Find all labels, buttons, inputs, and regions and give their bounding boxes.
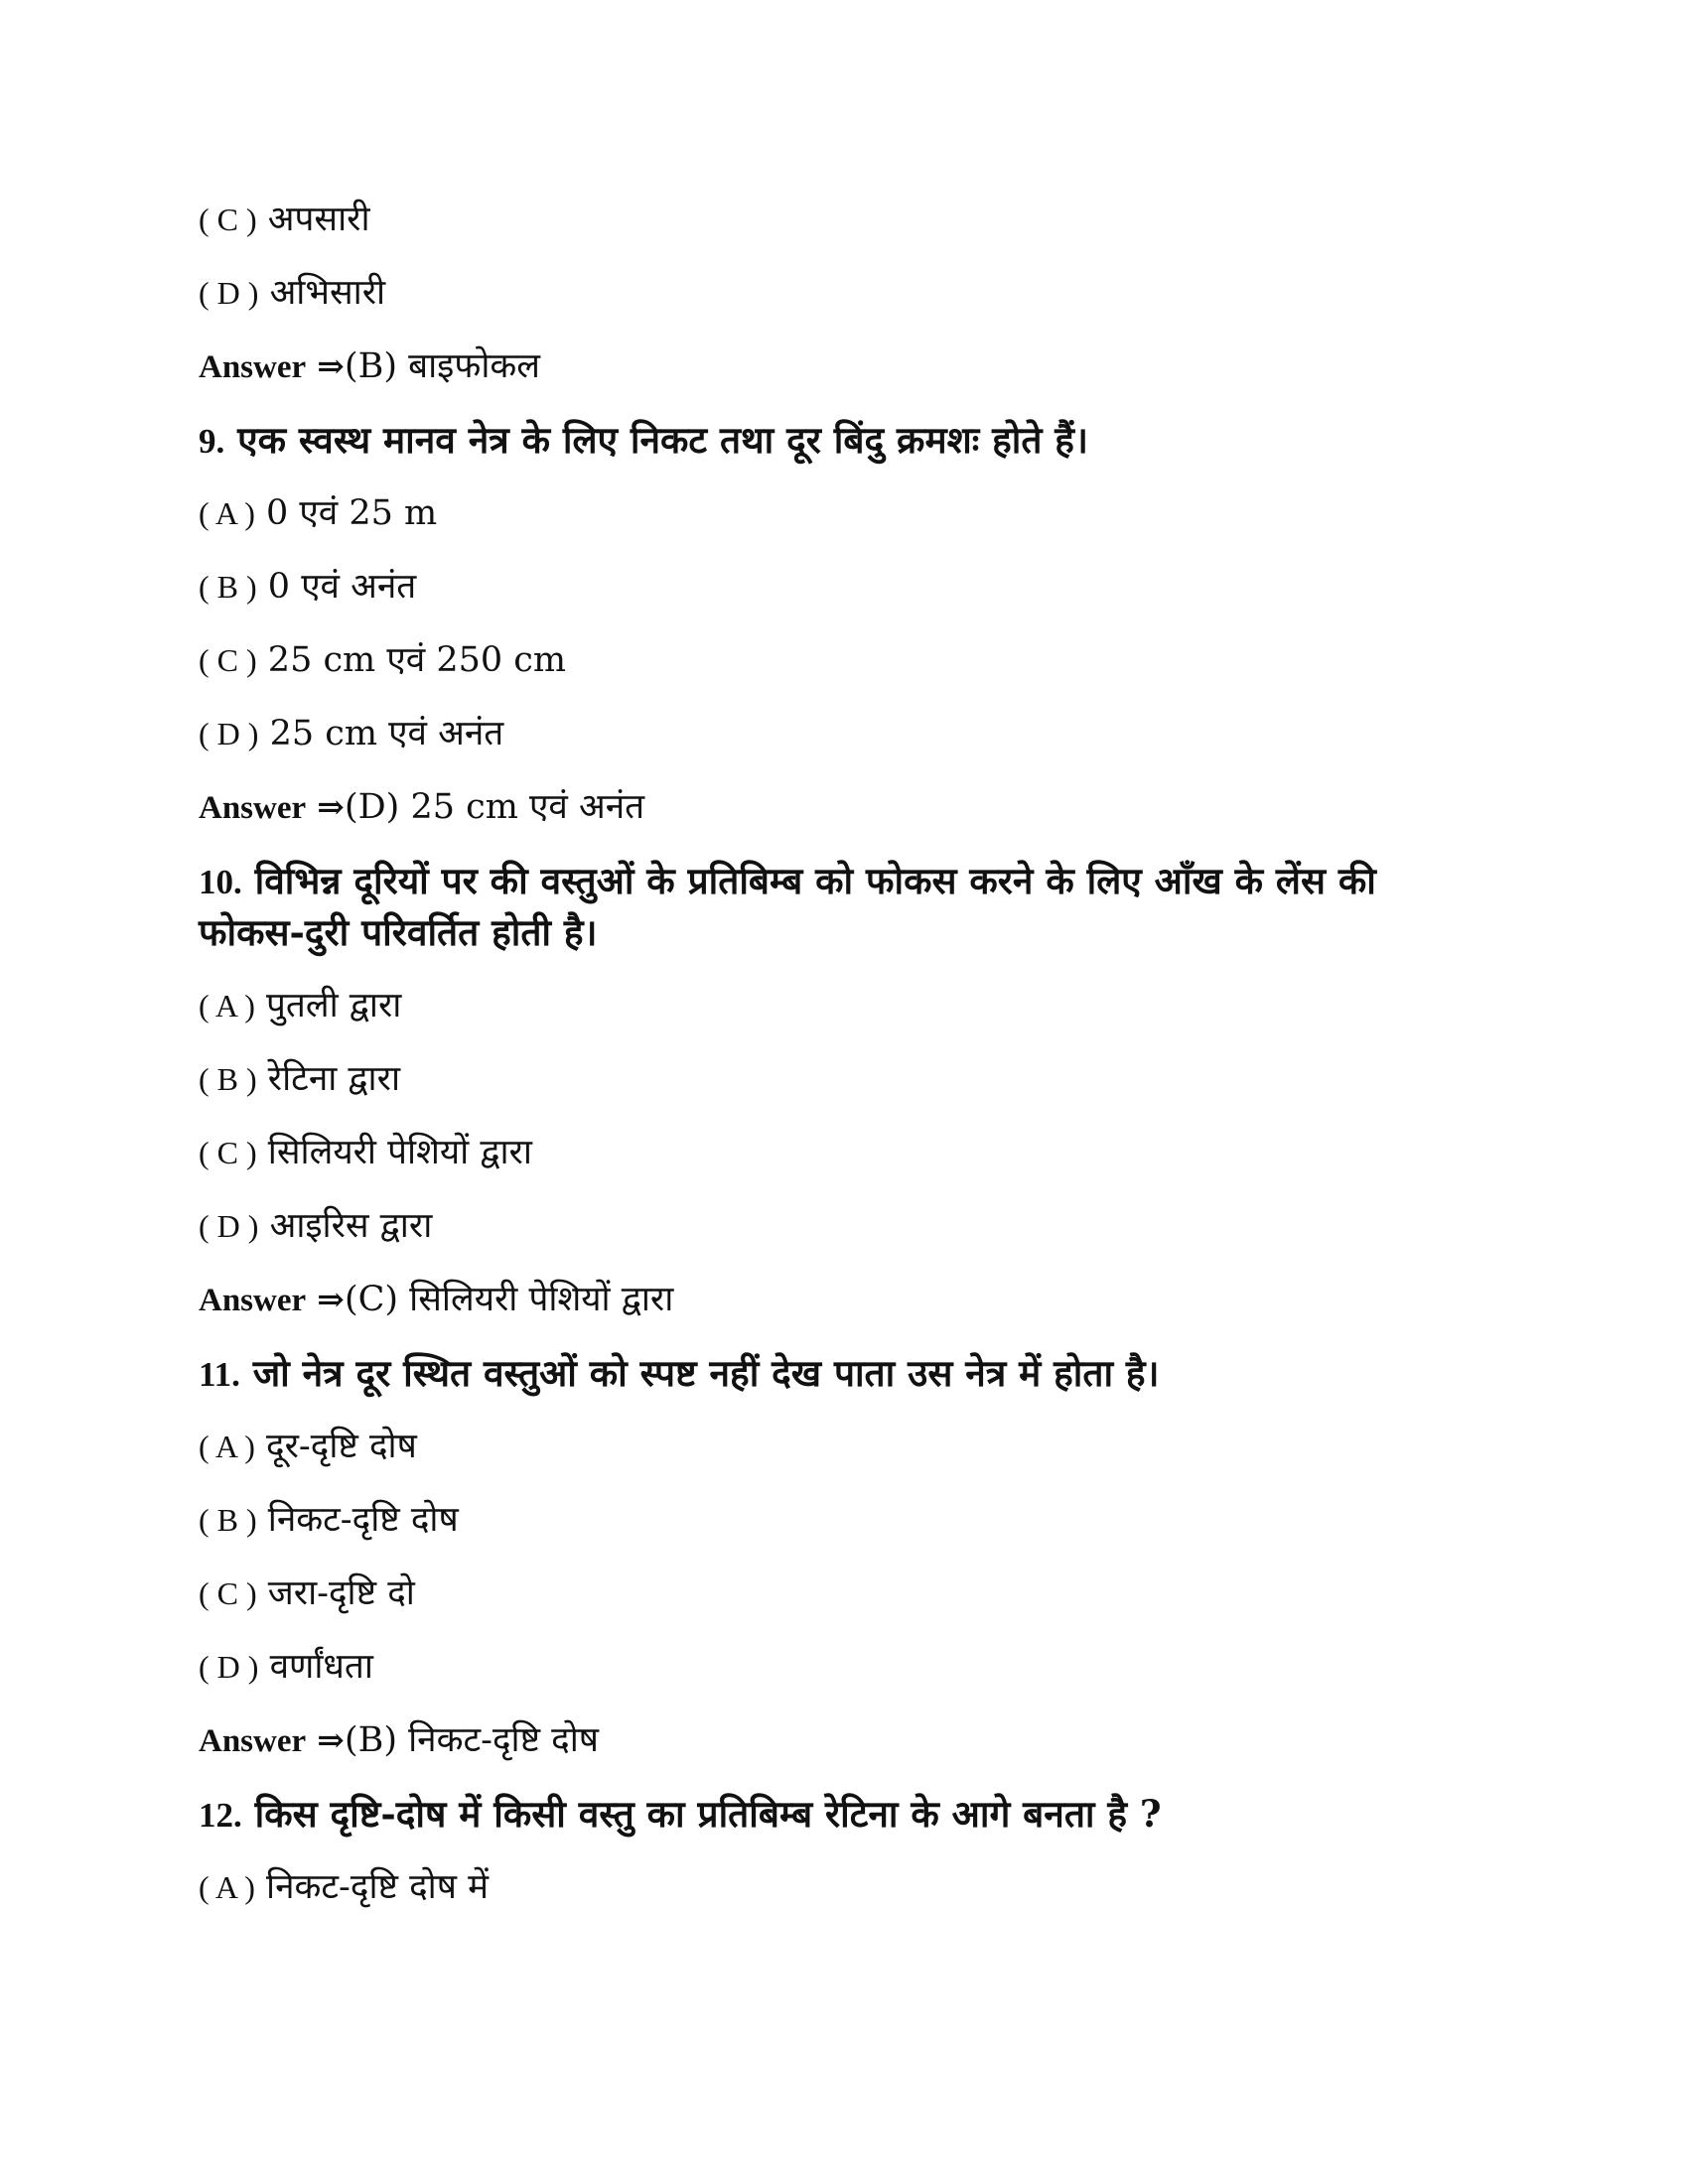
option-text: आइरिस द्वारा	[269, 1206, 433, 1246]
option-label: ( D )	[199, 275, 259, 311]
option-text: पुतली द्वारा	[266, 986, 402, 1025]
option-a	[199, 1862, 1489, 1936]
option-c	[199, 1569, 1489, 1642]
option-b	[199, 1495, 1489, 1569]
question-number: 11.	[199, 1355, 240, 1394]
answer-key: Answer	[199, 1283, 307, 1318]
option-label: ( D )	[199, 1208, 259, 1244]
answer-text: (C) सिलियरी पेशियों द्वारा	[344, 1280, 674, 1319]
question-10	[199, 856, 1489, 957]
option-d	[199, 1201, 1489, 1275]
option-label: ( A )	[199, 988, 255, 1024]
option-text: अभिसारी	[269, 273, 386, 313]
option-c	[199, 195, 1489, 268]
option-text: दूर-दृष्टि दोष	[266, 1427, 417, 1466]
arrow-icon: ⇒	[317, 787, 345, 826]
answer-key: Answer	[199, 790, 307, 826]
option-d	[199, 1642, 1489, 1715]
arrow-icon: ⇒	[317, 346, 345, 385]
option-c	[199, 635, 1489, 709]
option-label: ( C )	[199, 642, 257, 678]
answer-key: Answer	[199, 349, 307, 385]
option-text: 25 cm एवं 250 cm	[267, 640, 567, 680]
arrow-icon: ⇒	[317, 1720, 345, 1759]
option-text: निकट-दृष्टि दोष	[267, 1500, 459, 1540]
option-label: ( C )	[199, 202, 257, 237]
option-b	[199, 1054, 1489, 1128]
question-11	[199, 1348, 1489, 1422]
question-text: एक स्वस्थ मानव नेत्र के लिए निकट तथा दूर बिंदु क्रमशः होते हैं।	[237, 418, 1088, 462]
document-page	[199, 195, 1489, 1936]
option-label: ( C )	[199, 1575, 257, 1611]
option-label: ( B )	[199, 569, 257, 605]
option-a	[199, 1422, 1489, 1495]
option-text: 25 cm एवं अनंत	[269, 714, 504, 753]
option-text: 0 एवं 25 m	[266, 493, 438, 533]
option-a	[199, 488, 1489, 562]
answer-text: (B) बाइफोकल	[344, 346, 541, 386]
answer-line	[199, 782, 1489, 856]
option-text: 0 एवं अनंत	[267, 567, 417, 607]
option-text: निकट-दृष्टि दोष में	[266, 1867, 490, 1907]
arrow-icon: ⇒	[317, 1280, 345, 1318]
option-label: ( B )	[199, 1502, 257, 1538]
option-b	[199, 562, 1489, 635]
option-text: जरा-दृष्टि दो	[267, 1573, 415, 1613]
question-number: 9.	[199, 422, 225, 461]
answer-line	[199, 341, 1489, 415]
option-d	[199, 268, 1489, 341]
option-label: ( D )	[199, 1649, 259, 1685]
question-text: जो नेत्र दूर स्थित वस्तुओं को स्पष्ट नहीं देख पाता उस नेत्र में होता है।	[252, 1351, 1160, 1395]
option-label: ( A )	[199, 1429, 255, 1464]
answer-text: (D) 25 cm एवं अनंत	[344, 787, 645, 827]
answer-line	[199, 1715, 1489, 1789]
question-9	[199, 415, 1489, 488]
answer-text: (B) निकट-दृष्टि दोष	[344, 1720, 600, 1760]
question-number: 10.	[199, 863, 242, 901]
question-12	[199, 1789, 1489, 1862]
answer-line	[199, 1275, 1489, 1348]
option-a	[199, 981, 1489, 1054]
option-c	[199, 1128, 1489, 1201]
option-label: ( B )	[199, 1061, 257, 1097]
option-d	[199, 709, 1489, 782]
option-text: सिलियरी पेशियों द्वारा	[267, 1133, 532, 1172]
question-text: विभिन्न दूरियों पर की वस्तुओं के प्रतिबिम्ब को फोकस करने के लिए आँख के लेंस की फोकस-दुरी परिवर्तित होती है।	[199, 859, 1376, 954]
question-number: 12.	[199, 1796, 242, 1835]
option-label: ( C )	[199, 1135, 257, 1170]
answer-key: Answer	[199, 1723, 307, 1759]
option-label: ( A )	[199, 495, 255, 531]
option-label: ( D )	[199, 716, 259, 751]
option-text: रेटिना द्वारा	[267, 1059, 401, 1099]
option-text: अपसारी	[267, 200, 370, 239]
question-text: किस दृष्टि-दोष में किसी वस्तु का प्रतिबिम्ब रेटिना के आगे बनता है ?	[254, 1792, 1162, 1836]
option-label: ( A )	[199, 1869, 255, 1905]
option-text: वर्णांधता	[269, 1647, 373, 1687]
